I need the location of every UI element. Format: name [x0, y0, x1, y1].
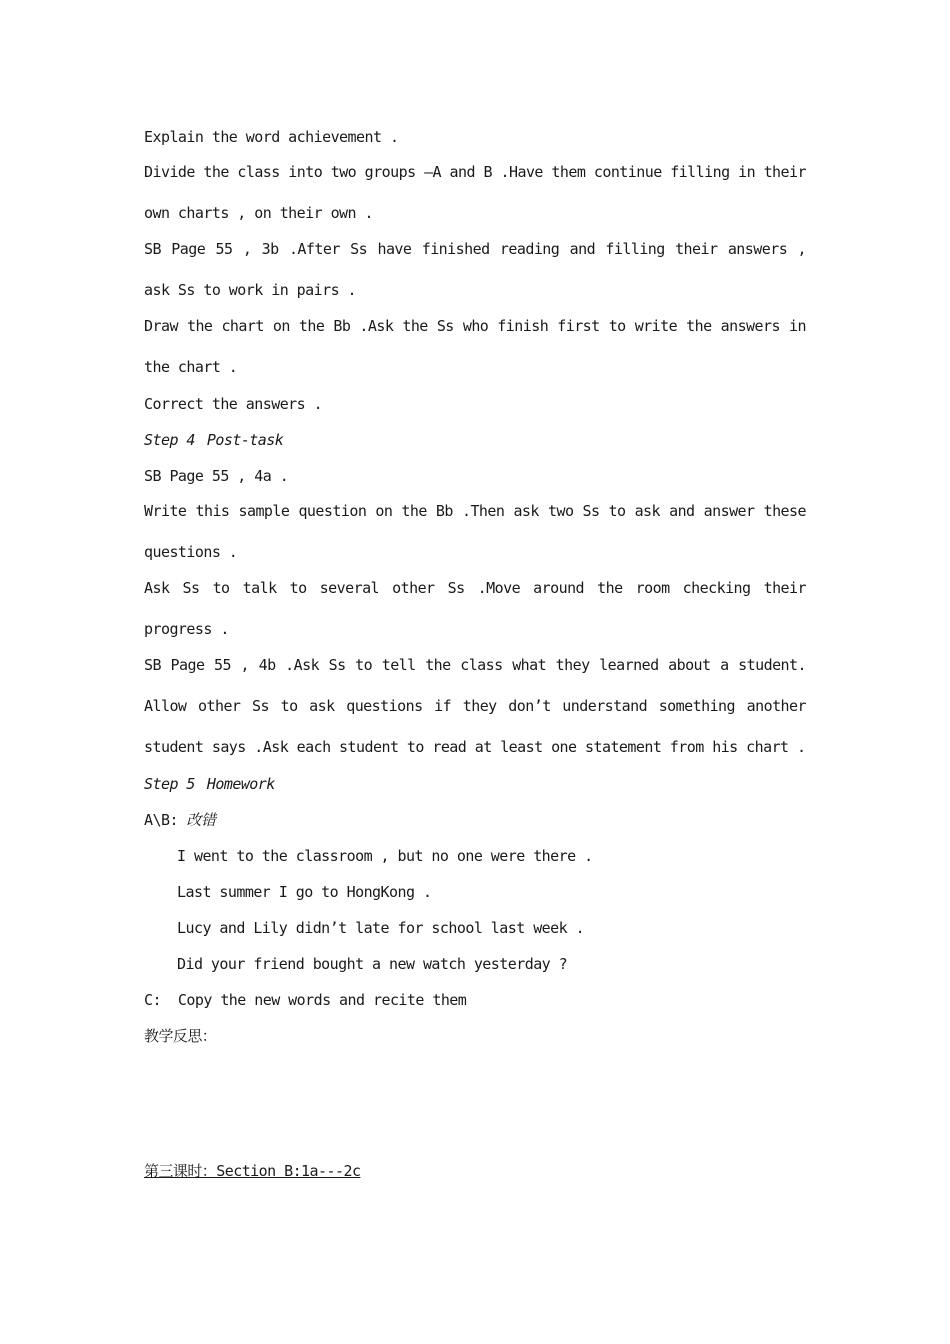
para-divide-class: Divide the class into two groups —A and B .Have them continue filling in their own charts , on their own .: [144, 163, 806, 222]
line-correct-answers: Correct the answers .: [144, 395, 323, 413]
para-sample-question: Write this sample question on the Bb .Then ask two Ss to ask and answer these questions .: [144, 502, 806, 561]
heading-step-5: [144, 774, 806, 794]
para-draw-chart: Draw the chart on the Bb .Ask the Ss who finish first to write the answers in the chart .: [144, 317, 806, 376]
heading-step-4: [144, 430, 806, 450]
homework-sentence-4: Did your friend bought a new watch yesterday ?: [177, 955, 568, 973]
step-5-title: Homework: [206, 775, 275, 793]
para-sb-page-3b: SB Page 55 , 3b .After Ss have finished reading and filling their answers , ask Ss to work in pairs .: [144, 240, 806, 299]
para-sb-page-4b: SB Page 55 , 4b .Ask Ss to tell the class what they learned about a student. Allow other Ss to ask questions if they don’t understand something another student says .Ask each student to read at least one statement from his chart .: [144, 656, 806, 756]
section-b-title: 第三课时：Section B:1a---2c: [144, 1162, 361, 1180]
line-explain-achievement: Explain the word achievement .: [144, 128, 399, 146]
homework-ab-heading: [144, 810, 806, 830]
homework-sentence-2: Last summer I go to HongKong .: [177, 883, 432, 901]
homework-sentence-3: Lucy and Lily didn’t late for school last week .: [177, 919, 585, 937]
para-talk-several: Ask Ss to talk to several other Ss .Move around the room checking their progress .: [144, 579, 806, 638]
teaching-reflection-label: 教学反思：: [144, 1027, 217, 1045]
homework-ab-title: 改错: [186, 811, 216, 829]
step-4-title: Post-task: [206, 431, 284, 449]
homework-ab-prefix: A\B:: [144, 811, 178, 829]
homework-c-line: C: Copy the new words and recite them: [144, 991, 467, 1009]
line-sb-page-4a: SB Page 55 , 4a .: [144, 467, 289, 485]
step-4-label: Step 4: [144, 431, 195, 449]
step-5-label: Step 5: [144, 775, 195, 793]
homework-sentence-1: I went to the classroom , but no one were there .: [177, 847, 593, 865]
